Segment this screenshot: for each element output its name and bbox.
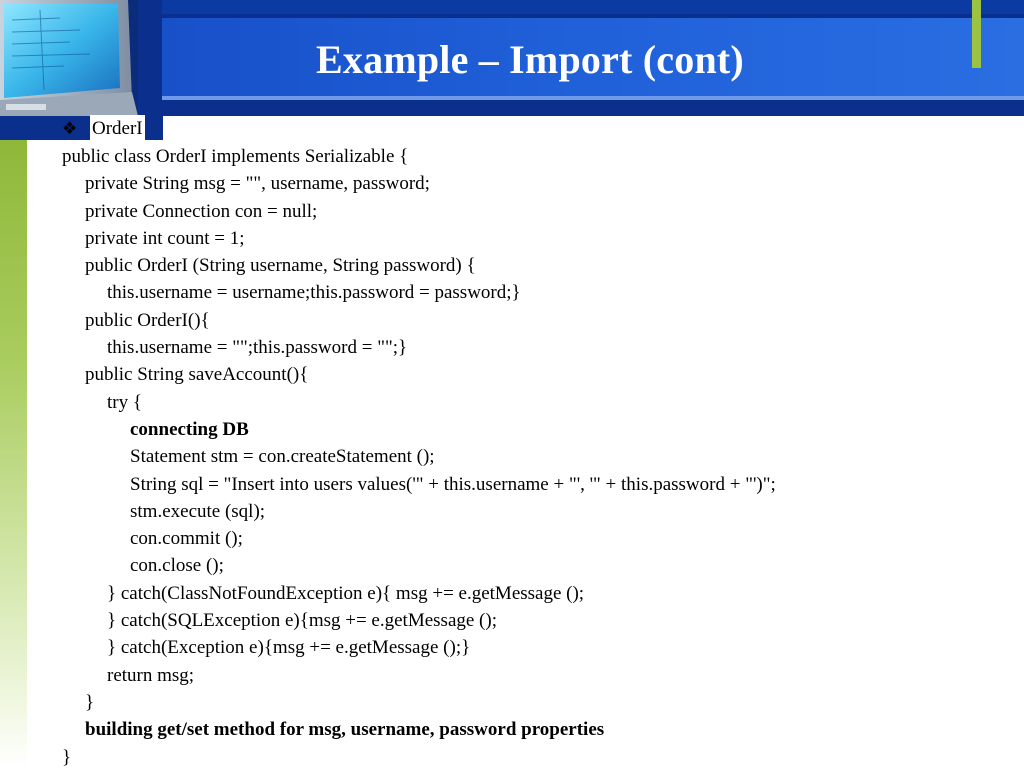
code-line: public OrderI (String username, String password) {	[85, 255, 476, 277]
code-line: connecting DB	[130, 418, 249, 440]
code-listing	[62, 143, 1002, 771]
code-line: try {	[107, 391, 142, 413]
bullet-item	[62, 115, 145, 142]
code-line: } catch(Exception e){msg += e.getMessage ();}	[107, 637, 471, 659]
code-line: this.username = "";this.password = "";}	[107, 337, 408, 359]
code-line: String sql = "Insert into users values('" + this.username + "', '" + this.password + "')";	[130, 473, 776, 495]
header-edge	[136, 0, 162, 116]
code-line: public class OrderI implements Serializable {	[62, 146, 409, 167]
code-line: private Connection con = null;	[85, 200, 318, 222]
bullet-label: OrderI	[90, 115, 145, 142]
slide-title: Example – Import (cont)	[316, 37, 744, 82]
code-line: }	[62, 746, 72, 768]
code-line: }	[85, 691, 95, 713]
accent-bar	[972, 0, 981, 68]
code-line: public String saveAccount(){	[85, 364, 309, 386]
code-line: stm.execute (sql);	[130, 500, 266, 522]
code-line: con.commit ();	[130, 528, 243, 550]
code-line: con.close ();	[130, 555, 224, 577]
computer-monitor-icon	[0, 0, 138, 116]
code-line: public OrderI(){	[85, 309, 210, 331]
left-green-rail	[0, 140, 27, 768]
code-line: private String msg = "", username, password;	[85, 173, 430, 195]
code-line: private int count = 1;	[85, 227, 245, 249]
code-line: return msg;	[107, 664, 195, 686]
code-line: building get/set method for msg, username, password properties	[85, 719, 605, 741]
code-line: Statement stm = con.createStatement ();	[130, 446, 435, 468]
diamond-bullet-icon: ❖	[62, 119, 78, 138]
code-line: } catch(ClassNotFoundException e){ msg += e.getMessage ();	[107, 582, 585, 604]
code-line: this.username = username;this.password = password;}	[107, 282, 521, 304]
code-line: } catch(SQLException e){msg += e.getMessage ();	[107, 610, 497, 632]
